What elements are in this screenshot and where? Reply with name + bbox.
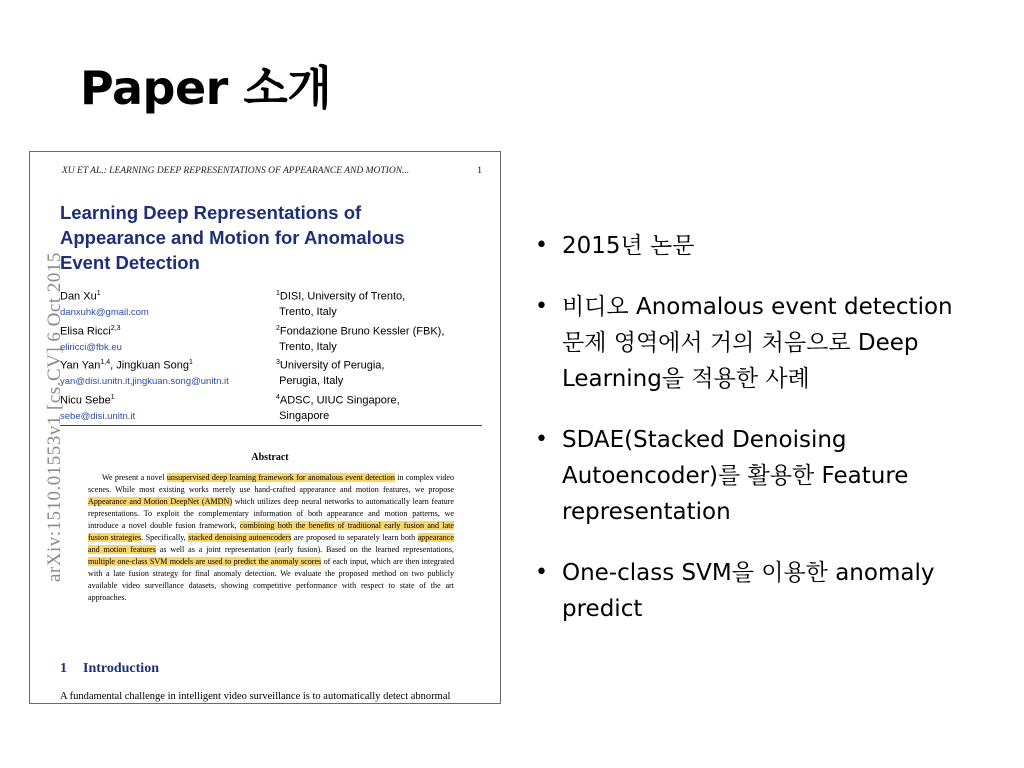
abstract-text-segment: of each input, which are then integrated with a late fusion strategy for final anomaly detection. We evaluate the proposed method on two publicly available video surveillance datasets, showing competitive performance with respect to state of the art approaches. bbox=[88, 557, 454, 602]
affiliation: $^1$DISI, University of Trento, Trento, Italy bbox=[276, 290, 406, 319]
abstract-text-segment: in complex video scenes. While most existing works merely use hand-crafted appearance and motion features, we propose bbox=[88, 473, 455, 494]
author-email: danxuhk@gmail.com bbox=[60, 307, 149, 319]
author-email: yan@disi.unitn.it,jingkuan.song@unitn.it bbox=[60, 376, 229, 388]
abstract-text-segment: as well as a joint representation (early fusion). Based on the learned representations, bbox=[155, 545, 454, 554]
paper-running-header: XU ET AL.: LEARNING DEEP REPRESENTATIONS OF APPEARANCE AND MOTION... bbox=[62, 166, 410, 176]
author-name: Dan Xu$^1$ bbox=[60, 290, 101, 303]
affiliation: $^3$University of Perugia, Perugia, Italy bbox=[276, 359, 385, 388]
intro-title: Introduction bbox=[83, 661, 159, 676]
affiliation: $^2$Fondazione Bruno Kessler (FBK), Trento, Italy bbox=[276, 324, 445, 353]
abstract-heading: Abstract bbox=[251, 452, 289, 463]
author-email: sebe@disi.unitn.it bbox=[60, 411, 136, 423]
abstract-text-segment: We present a novel bbox=[102, 473, 167, 482]
highlighted-phrase: Appearance and Motion DeepNet (AMDN) bbox=[88, 497, 233, 506]
bullet-text: 2015년 논문 bbox=[562, 233, 695, 259]
intro-number: 1 bbox=[60, 661, 67, 676]
bullet-dot-icon: • bbox=[535, 233, 548, 258]
affiliation: $^4$ADSC, UIUC Singapore, Singapore bbox=[276, 393, 400, 423]
paper-title bbox=[60, 200, 460, 275]
abstract-text bbox=[88, 472, 454, 604]
bullet-text: SDAE(Stacked Denoising Autoencoder)를 활용한 Feature representation bbox=[562, 427, 909, 525]
intro-heading bbox=[60, 661, 159, 677]
paper-body-text: A fundamental challenge in intelligent video surveillance is to automatically detect abnormal bbox=[60, 691, 451, 702]
bullet-text: 비디오 Anomalous event detection 문제 영역에서 거의 처음으로 Deep Learning을 적용한 사례 bbox=[562, 294, 953, 392]
paper-divider bbox=[60, 425, 482, 426]
arxiv-stamp: arXiv:1510.01553v1 [cs.CV] 6 Oct 2015 bbox=[44, 252, 65, 582]
bullet-dot-icon: • bbox=[535, 427, 548, 452]
abstract-text-segment: are proposed to separately learn both bbox=[291, 533, 418, 542]
paper-page-number: 1 bbox=[477, 166, 482, 176]
bullet-item bbox=[535, 422, 955, 530]
paper-affiliations bbox=[276, 286, 486, 425]
paper-title-line: Event Detection bbox=[60, 252, 200, 273]
highlighted-phrase: stacked denoising autoencoders bbox=[188, 533, 292, 542]
author-name: Nicu Sebe$^1$ bbox=[60, 393, 115, 407]
highlighted-phrase: multiple one-class SVM models are used to predict the anomaly scores bbox=[88, 557, 322, 566]
abstract-text-segment: which utilizes deep neural networks to automatically learn feature representations. To exploit the complementary information of both appearance and motion patterns, we introduce a novel double fusion framework, bbox=[88, 497, 454, 530]
paper-thumbnail bbox=[29, 151, 501, 704]
bullet-item bbox=[535, 289, 955, 397]
highlighted-phrase: combining both the benefits of traditional early fusion and late fusion strategies bbox=[88, 521, 455, 542]
abstract-text-segment: . Specifically, bbox=[141, 533, 189, 542]
paper-authors bbox=[60, 286, 275, 425]
author-name: Elisa Ricci$^{2,3}$ bbox=[60, 324, 121, 338]
paper-title-line: Learning Deep Representations of bbox=[60, 202, 362, 223]
bullet-dot-icon: • bbox=[535, 294, 548, 319]
highlighted-phrase: appearance and motion features bbox=[88, 533, 454, 554]
slide-title: Paper 소개 bbox=[80, 61, 332, 115]
author-name: Yan Yan$^{1,4}$, Jingkuan Song$^1$ bbox=[60, 359, 193, 372]
paper-title-line: Appearance and Motion for Anomalous bbox=[60, 227, 405, 248]
bullet-dot-icon: • bbox=[535, 560, 548, 585]
bullet-text: One-class SVM을 이용한 anomaly predict bbox=[562, 560, 935, 622]
author-email: eliricci@fbk.eu bbox=[60, 341, 122, 353]
bullet-item bbox=[535, 555, 955, 627]
highlighted-phrase: unsupervised deep learning framework for anomalous event detection bbox=[166, 473, 395, 482]
bullet-item bbox=[535, 228, 955, 264]
bullet-list bbox=[535, 228, 955, 652]
